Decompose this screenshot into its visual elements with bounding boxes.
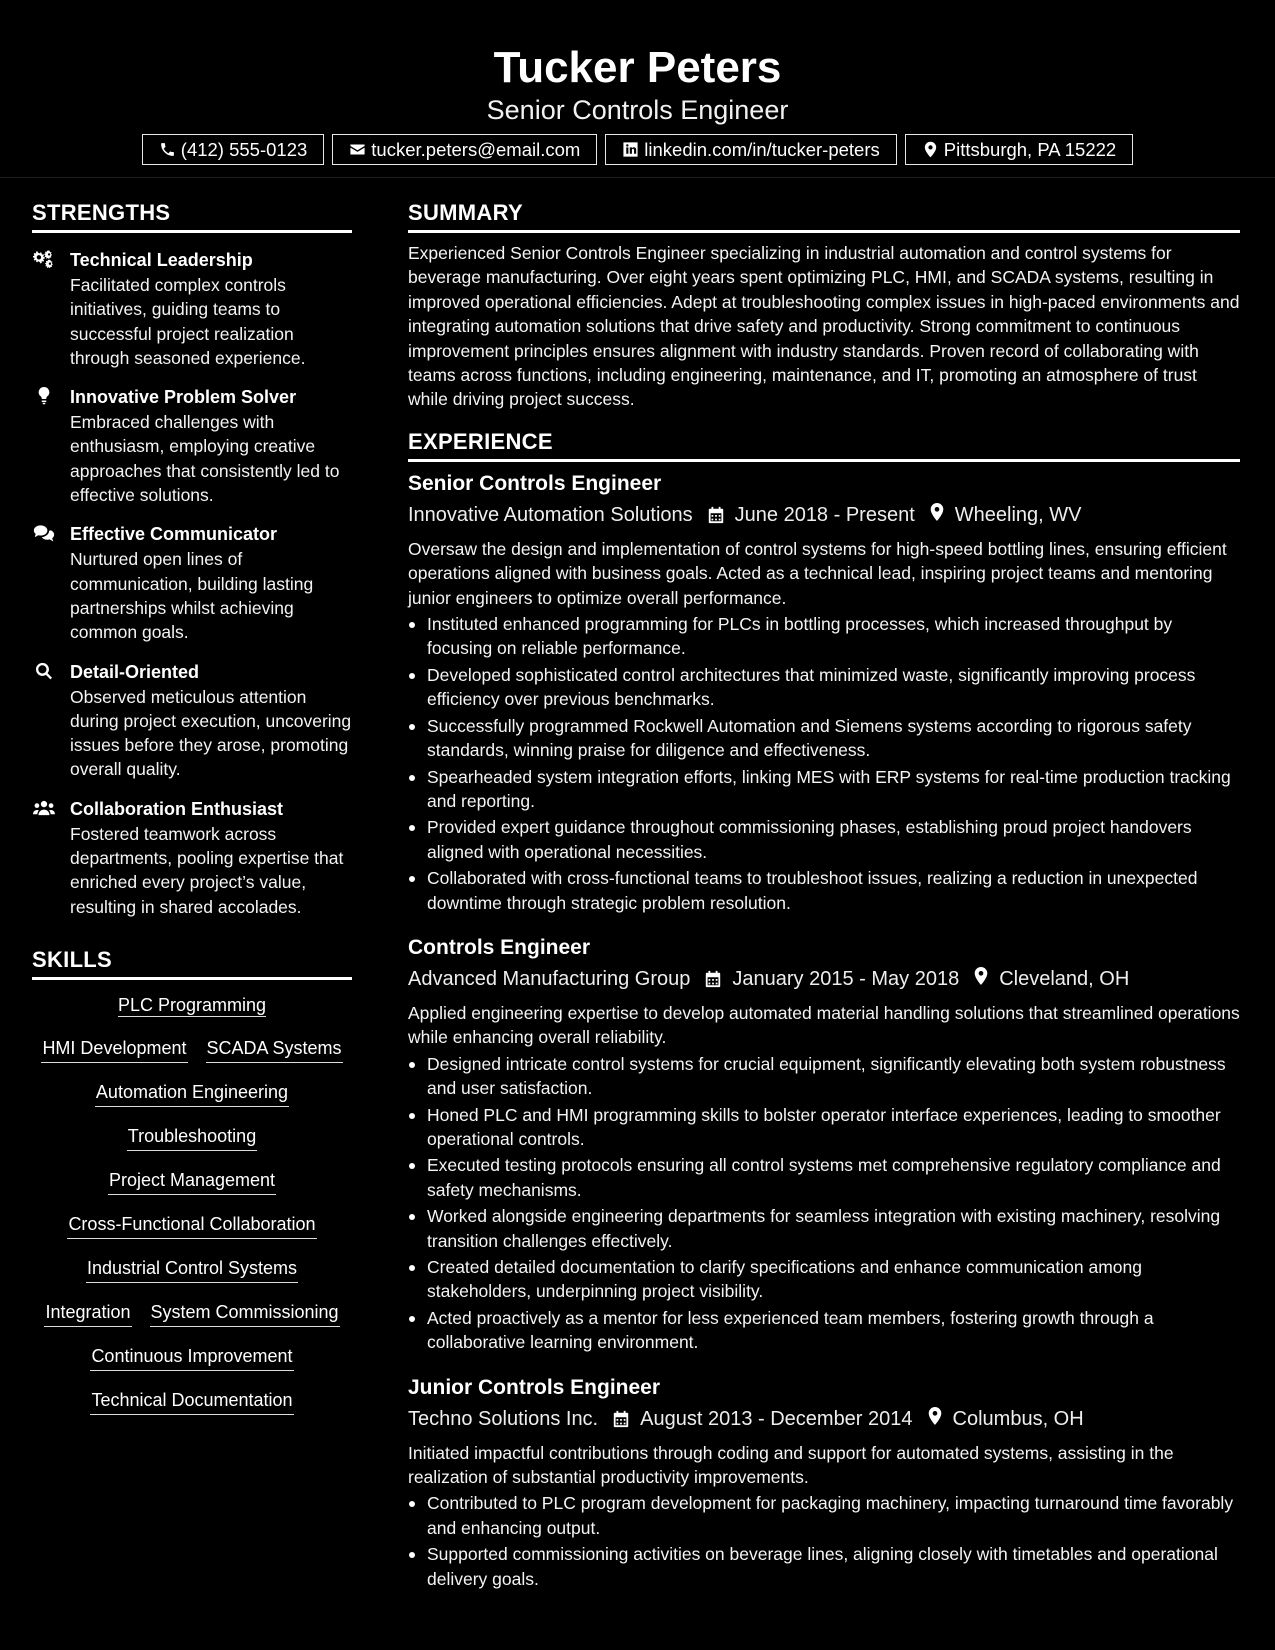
strength-name: Innovative Problem Solver	[70, 387, 297, 408]
job-desc: Oversaw the design and implementation of control systems for high-speed bottling lines, ensuring efficient operations aligned with business goals. Acted as a technical lead, inspiring project teams and mentoring junior engineers to optimize overall performance.	[408, 538, 1227, 608]
job-dates: June 2018 - Present	[734, 503, 915, 526]
skill-tag: Continuous Improvement	[90, 1343, 293, 1371]
job-bullet: Contributed to PLC program development for packaging machinery, impacting turnaround time favorably and enhancing output.	[408, 1491, 1240, 1540]
skill-label: PLC Programming	[117, 994, 267, 1015]
skill-tag: Troubleshooting	[127, 1123, 257, 1151]
candidate-title: Senior Controls Engineer	[486, 95, 789, 125]
job-bullet: Spearheaded system integration efforts, linking MES with ERP systems for real-time production tracking and reporting.	[408, 765, 1240, 814]
job-bullet: Honed PLC and HMI programming skills to bolster operator interface experiences, leading to smoother operational controls.	[408, 1103, 1240, 1152]
job-bullets	[408, 1052, 1240, 1355]
job-company: Techno Solutions Inc.	[408, 1407, 599, 1430]
job-entry	[408, 933, 1240, 1355]
map-pin-icon	[929, 503, 945, 521]
job-bullet: Successfully programmed Rockwell Automation and Siemens systems according to rigorous safety standards, winning praise for diligence and effectiveness.	[408, 714, 1240, 763]
job-dates: January 2015 - May 2018	[732, 967, 960, 990]
job-meta	[408, 499, 1240, 531]
contact-location	[905, 134, 1133, 165]
job-title: Junior Controls Engineer	[408, 1375, 661, 1399]
strength-item	[32, 659, 352, 782]
job-title: Senior Controls Engineer	[408, 471, 662, 495]
job-entry	[408, 1373, 1240, 1591]
linkedin-text: linkedin.com/in/tucker-peters	[644, 139, 880, 160]
resume-header	[0, 0, 1275, 178]
lightbulb-icon	[32, 387, 56, 407]
search-icon	[32, 662, 56, 682]
skills-list	[32, 992, 352, 1415]
candidate-name: Tucker Peters	[493, 43, 782, 92]
job-entry	[408, 469, 1240, 915]
skill-tag: System Commissioning	[150, 1299, 340, 1327]
experience-heading: EXPERIENCE	[408, 427, 1240, 462]
skill-tag: SCADA Systems	[206, 1035, 343, 1063]
job-bullet: Created detailed documentation to clarify specifications and enhance communication among stakeholders, underpinning project visibility.	[408, 1255, 1240, 1304]
contact-email[interactable]	[332, 134, 597, 165]
phone-text: (412) 555-0123	[180, 139, 308, 160]
users-icon	[32, 799, 56, 819]
skill-tag: HMI Development	[41, 1035, 187, 1063]
contact-linkedin[interactable]	[605, 134, 896, 165]
job-bullet: Provided expert guidance throughout commissioning phases, establishing proud project handovers aligned with operational necessities.	[408, 815, 1240, 864]
job-bullet: Collaborated with cross-functional teams to troubleshoot issues, realizing a reduction in unexpected downtime through strategic problem resolution.	[408, 866, 1240, 915]
job-desc: Applied engineering expertise to develop automated material handling solutions that streamlined operations while enhancing overall reliability.	[408, 1002, 1240, 1048]
job-desc: Initiated impactful contributions through coding and support for automated systems, assisting in the realization of substantial productivity improvements.	[408, 1442, 1174, 1488]
left-column	[32, 178, 352, 1415]
linkedin-icon	[622, 141, 639, 158]
job-bullets	[408, 1491, 1240, 1591]
skill-tag	[34, 992, 350, 1019]
calendar-icon	[704, 970, 722, 988]
job-title: Controls Engineer	[408, 935, 591, 959]
strength-item	[32, 796, 352, 919]
strength-name: Technical Leadership	[70, 250, 253, 270]
summary-text: Experienced Senior Controls Engineer specializing in industrial automation and control systems for beverage manufacturing. Over eight years spent optimizing PLC, HMI, and SCADA systems, resulting in improved operational efficiencies. Adept at troubleshooting complex issues in high-paced environments and integrating automation solutions that drive safety and productivity. Strong commitment to continuous improvement principles ensures alignment with industry standards. Proven record of collaborating with teams across functions, including engineering, maintenance, and IT, promoting an atmosphere of trust while driving project success.	[408, 243, 1240, 410]
strength-item	[32, 247, 352, 370]
envelope-icon	[349, 141, 366, 158]
strengths-heading: STRENGTHS	[32, 198, 352, 233]
job-bullet: Designed intricate control systems for crucial equipment, significantly elevating both system robustness and user satisfaction.	[408, 1052, 1240, 1101]
strength-desc: Fostered teamwork across departments, pooling expertise that enriched every project’s value, resulting in shared accolades.	[70, 823, 344, 917]
job-dates: August 2013 - December 2014	[640, 1407, 913, 1430]
contact-bar	[0, 134, 1275, 165]
job-location: Cleveland, OH	[999, 967, 1130, 990]
strength-name: Detail-Oriented	[70, 661, 200, 682]
job-bullet: Worked alongside engineering departments for seamless integration with existing machinery, resolving transition challenges effectively.	[408, 1204, 1240, 1253]
phone-icon	[159, 141, 176, 158]
right-column	[408, 178, 1240, 1593]
skill-tag: Technical Documentation	[90, 1387, 293, 1415]
skill-tag: Industrial Control Systems	[86, 1255, 298, 1283]
location-text: Pittsburgh, PA 15222	[943, 139, 1117, 160]
job-location: Wheeling, WV	[954, 503, 1082, 526]
map-pin-icon	[922, 141, 939, 158]
calendar-icon	[612, 1410, 630, 1428]
skill-tag: Automation Engineering	[95, 1079, 289, 1107]
job-meta	[408, 963, 1240, 995]
strength-name: Collaboration Enthusiast	[70, 798, 284, 819]
job-bullets	[408, 612, 1240, 915]
strength-name: Effective Communicator	[70, 524, 278, 545]
job-bullet: Developed sophisticated control architectures that minimized waste, significantly improving process efficiency over previous benchmarks.	[408, 663, 1240, 712]
strength-desc: Facilitated complex controls initiatives, guiding teams to successful project realization through seasoned experience.	[70, 275, 306, 368]
skill-tag: Integration	[44, 1299, 131, 1327]
strength-desc: Nurtured open lines of communication, building lasting partnerships whilst achieving common goals.	[70, 549, 314, 643]
calendar-icon	[707, 506, 725, 524]
skill-tag: Project Management	[108, 1167, 276, 1195]
email-text: tucker.peters@email.com	[371, 139, 581, 160]
map-pin-icon	[973, 967, 989, 985]
job-bullet: Instituted enhanced programming for PLCs in bottling processes, which increased throughput by focusing on reliable performance.	[408, 612, 1240, 661]
job-bullet: Supported commissioning activities on beverage lines, aligning closely with timetables and operational delivery goals.	[408, 1542, 1240, 1591]
strength-desc: Observed meticulous attention during project execution, uncovering issues before they arose, promoting overall quality.	[70, 686, 352, 780]
job-bullet: Executed testing protocols ensuring all control systems met comprehensive regulatory compliance and safety mechanisms.	[408, 1153, 1240, 1202]
job-bullet: Acted proactively as a mentor for less experienced team members, fostering growth through a collaborative learning environment.	[408, 1306, 1240, 1355]
strength-desc: Embraced challenges with enthusiasm, employing creative approaches that consistently led to effective solutions.	[70, 412, 340, 506]
strength-item	[32, 384, 352, 507]
job-company: Advanced Manufacturing Group	[408, 967, 691, 990]
map-pin-icon	[927, 1407, 943, 1425]
contact-phone[interactable]	[142, 134, 325, 165]
gears-icon	[32, 250, 56, 270]
chat-icon	[32, 524, 56, 544]
skill-tag: Cross-Functional Collaboration	[67, 1211, 316, 1239]
strength-item	[32, 521, 352, 644]
job-location: Columbus, OH	[952, 1407, 1084, 1430]
job-meta	[408, 1403, 1240, 1435]
skills-heading: SKILLS	[32, 945, 352, 980]
summary-heading: SUMMARY	[408, 198, 1240, 233]
job-company: Innovative Automation Solutions	[408, 503, 693, 526]
